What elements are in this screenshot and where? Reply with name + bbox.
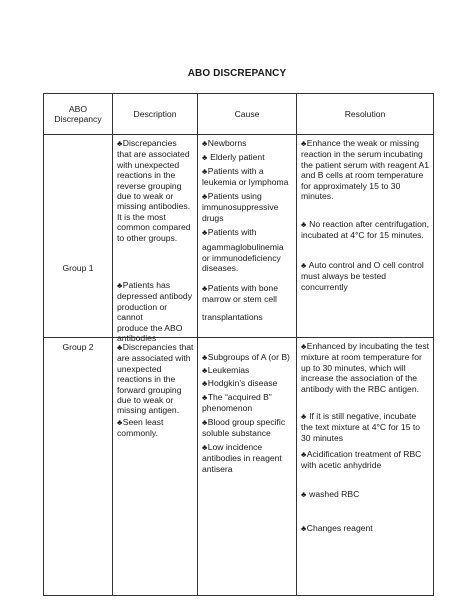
text-line (301, 449, 430, 460)
text-line: diseases. (202, 263, 239, 274)
text-line (117, 138, 194, 149)
text-line: reaction in the serum incubating (301, 149, 423, 160)
club-suit-icon: ♣ (202, 366, 208, 375)
item-text: Blood group specific (207, 417, 286, 427)
item-text: Enhanced by incubating the test (306, 341, 430, 351)
text-line: missing antigen. (117, 405, 180, 416)
text-line: with acetic anhydride (301, 460, 382, 471)
group-2-cause-subgroups (202, 352, 293, 363)
header-cause: Cause (198, 94, 297, 135)
text-line: 30 minutes (301, 432, 344, 443)
text-line: to other groups. (117, 232, 178, 243)
text-line: are associated with (117, 353, 191, 364)
text-line: due to weak or (117, 191, 174, 202)
item-text: Discrepancies that (122, 342, 194, 352)
text-line: or immunodeficiency (202, 252, 281, 263)
abo-discrepancy-table (43, 93, 434, 596)
text-line: unexpected (117, 363, 162, 374)
club-suit-icon: ♣ (301, 220, 307, 229)
group-2-description-cell (113, 338, 198, 596)
group-1-description-cell (113, 135, 198, 344)
group-1-cause-leukemia (202, 166, 293, 188)
club-suit-icon: ♣ (301, 342, 307, 351)
text-line: reactions in the (117, 170, 176, 181)
text-line: the patient serum with reagent A1 (301, 159, 430, 170)
item-text: The “acquired B” (207, 392, 272, 402)
group-1-resolution-item-1 (301, 138, 430, 201)
text-line: depressed antibody (117, 291, 193, 302)
item-text: Patients has (122, 280, 171, 290)
group-1-name-cell (44, 135, 113, 338)
text-line (202, 378, 293, 389)
text-line: incubated at 4°C for 15 minutes. (301, 230, 424, 241)
club-suit-icon: ♣ (301, 261, 307, 270)
table-row-group-2 (44, 338, 434, 596)
club-suit-icon: ♣ (301, 524, 307, 533)
group-2-description-item-1 (117, 342, 194, 416)
text-line: drugs (202, 212, 224, 223)
text-line: with unexpected (117, 159, 180, 170)
text-line (301, 260, 430, 271)
text-line (301, 489, 430, 500)
text-line (202, 138, 293, 149)
text-line: antibody with the RBC antigen. (301, 383, 419, 394)
item-text: Low incidence (207, 442, 263, 452)
text-line: It is the most (117, 211, 166, 222)
group-1-cause-cell (198, 135, 297, 338)
club-suit-icon: ♣ (117, 139, 123, 148)
group-1-cause-immunosuppressive (202, 191, 293, 223)
text-line: minutes. (301, 191, 334, 202)
item-text: Newborns (207, 138, 247, 148)
item-text: Acidification treatment of RBC (306, 449, 422, 459)
group-2-resolution-item-1 (301, 341, 430, 394)
club-suit-icon: ♣ (202, 353, 208, 362)
club-suit-icon: ♣ (202, 379, 208, 388)
item-text: Subgroups of A (or B) (207, 352, 290, 362)
table-header-row (44, 94, 434, 135)
group-2-cause-leukemias (202, 365, 293, 376)
text-line (301, 219, 430, 230)
club-suit-icon: ♣ (301, 450, 307, 459)
item-text: Seen least (122, 417, 164, 427)
text-line (202, 166, 293, 177)
item-text: Patients with a (207, 166, 264, 176)
text-line (202, 227, 293, 238)
club-suit-icon: ♣ (301, 490, 307, 499)
club-suit-icon: ♣ (202, 393, 208, 402)
club-suit-icon: ♣ (202, 418, 208, 427)
club-suit-icon: ♣ (202, 443, 208, 452)
club-suit-icon: ♣ (202, 284, 208, 293)
item-text: Enhance the weak or missing (306, 138, 420, 148)
text-line: up to 30 minutes, which will (301, 362, 406, 373)
text-line: phenomenon (202, 403, 253, 414)
club-suit-icon: ♣ (202, 153, 208, 162)
text-line: and B cells at room temperature (301, 170, 424, 181)
text-line: mixture at room temperature for (301, 352, 422, 363)
text-line: increase the association of the (301, 373, 418, 384)
text-line: transplantations (202, 311, 263, 322)
text-line: marrow or stem cell (202, 294, 277, 305)
table-row-group-1 (44, 135, 434, 338)
item-text: Patients with bone (207, 283, 278, 293)
item-text: Elderly patient (210, 152, 265, 162)
item-text: Hodgkin’s disease (207, 378, 278, 388)
text-line (301, 341, 430, 352)
group-2-cause-hodgkins (202, 378, 293, 389)
text-line (301, 138, 430, 149)
club-suit-icon: ♣ (202, 139, 208, 148)
group-1-cause-newborns (202, 138, 293, 149)
item-text: Patients using (207, 191, 262, 201)
group-2-cause-low-incidence (202, 442, 293, 474)
text-line: reactions in the (117, 374, 176, 385)
text-line: due to weak or (117, 395, 174, 406)
item-text: Auto control and O cell control (308, 260, 424, 270)
text-line (202, 152, 293, 163)
header-abo-line2: Discrepancy (54, 114, 102, 124)
page-title: ABO DISCREPANCY (187, 68, 287, 79)
text-line: commonly. (117, 428, 158, 439)
text-line: must always be tested (301, 271, 387, 282)
text-line (202, 191, 293, 202)
text-line (301, 411, 430, 422)
group-2-resolution-cell (297, 338, 434, 596)
item-text: If it is still negative, incubate (309, 411, 417, 421)
text-line: for approximately 15 to 30 (301, 180, 401, 191)
text-line: produce the ABO (117, 322, 183, 333)
group-2-cause-soluble-substance (202, 417, 293, 439)
group-1-resolution-item-3 (301, 260, 430, 292)
text-line: soluble substance (202, 428, 271, 439)
group-1-description-item-1 (117, 138, 194, 243)
club-suit-icon: ♣ (301, 412, 307, 421)
text-line (117, 280, 194, 291)
group-1-description-item-2 (117, 280, 194, 343)
text-line (202, 283, 293, 294)
text-line (117, 417, 194, 428)
club-suit-icon: ♣ (117, 418, 123, 427)
text-line: forward grouping (117, 384, 182, 395)
group-2-resolution-item-3 (301, 449, 430, 471)
group-2-cause-cell (198, 338, 297, 596)
text-line (202, 352, 293, 363)
text-line (301, 523, 430, 534)
text-line (202, 392, 293, 403)
group-2-description-item-2 (117, 417, 194, 439)
text-line: production or cannot (117, 301, 168, 323)
item-text: Leukemias (207, 365, 250, 375)
header-abo-discrepancy (44, 94, 113, 135)
group-2-name-cell (44, 338, 113, 596)
text-line: antibodies in reagent (202, 453, 282, 464)
header-abo-line1: ABO (68, 103, 88, 114)
group-1-resolution-item-2 (301, 219, 430, 241)
item-text: Discrepancies (122, 138, 177, 148)
item-text: washed RBC (309, 489, 360, 499)
group-2-resolution-item-4 (301, 489, 430, 500)
group-1-cause-agammaglobulinemia (202, 227, 293, 274)
club-suit-icon: ♣ (301, 139, 307, 148)
item-text: No reaction after centrifugation, (309, 219, 430, 229)
text-line (117, 342, 194, 353)
text-line: concurrently (301, 281, 348, 292)
text-line: antisera (202, 463, 233, 474)
group-2-cause-acquired-b (202, 392, 293, 414)
text-line (202, 442, 293, 453)
text-line: missing antibodies. (117, 201, 191, 212)
header-resolution: Resolution (297, 94, 434, 135)
group-1-resolution-cell (297, 135, 434, 338)
text-line: agammaglobulinemia (202, 242, 284, 253)
item-text: Patients with (207, 227, 257, 237)
group-2-resolution-item-2 (301, 411, 430, 443)
group-1-cause-transplant (202, 283, 293, 322)
item-text: Changes reagent (306, 523, 373, 533)
text-line: the text mixture at 4°C for 15 to (301, 422, 421, 433)
group-2-name: Group 2 (62, 342, 94, 352)
club-suit-icon: ♣ (202, 167, 208, 176)
text-line: that are associated (117, 149, 190, 160)
club-suit-icon: ♣ (202, 228, 208, 237)
text-line: reverse grouping (117, 180, 182, 191)
group-1-cause-elderly (202, 152, 293, 163)
text-line: immunosuppressive (202, 202, 279, 213)
text-line (202, 365, 293, 376)
club-suit-icon: ♣ (117, 343, 123, 352)
text-line (202, 417, 293, 428)
club-suit-icon: ♣ (117, 281, 123, 290)
text-line: antibodies (117, 333, 157, 344)
text-line: common compared (117, 222, 191, 233)
club-suit-icon: ♣ (202, 192, 208, 201)
group-2-resolution-item-5 (301, 523, 430, 534)
header-description: Description (113, 94, 198, 135)
text-line: leukemia or lymphoma (202, 177, 289, 188)
group-1-name: Group 1 (62, 263, 94, 273)
